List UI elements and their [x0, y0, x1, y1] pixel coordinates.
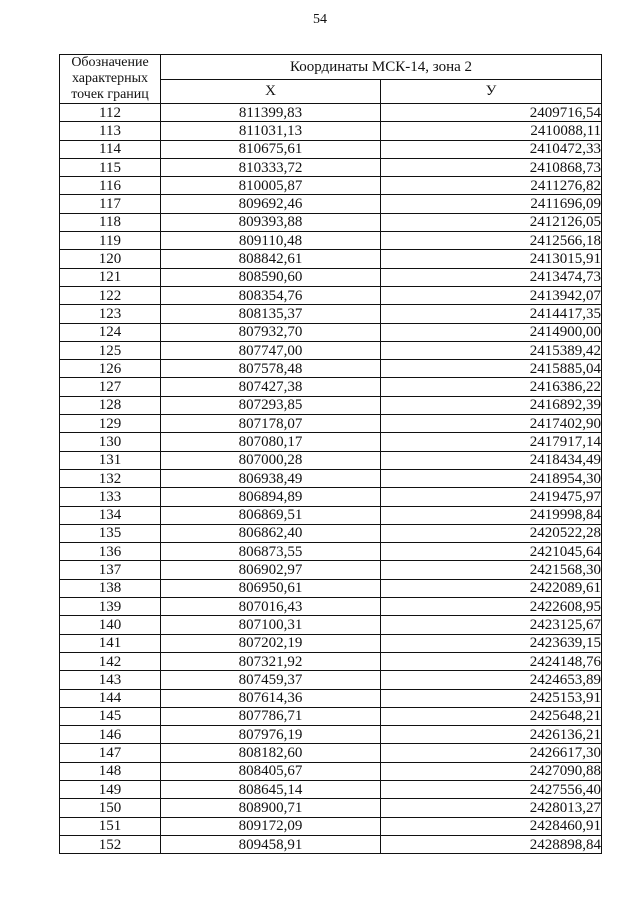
- point-cell: 148: [60, 762, 161, 780]
- table-row: [60, 488, 602, 506]
- point-cell: 138: [60, 579, 161, 597]
- point-cell: 119: [60, 232, 161, 250]
- point-cell: 128: [60, 396, 161, 414]
- table-row: [60, 213, 602, 231]
- x-coordinate-cell: 808900,71: [161, 799, 381, 817]
- table-row: [60, 140, 602, 158]
- point-cell: 130: [60, 433, 161, 451]
- x-coordinate-cell: 811399,83: [161, 104, 381, 122]
- point-designation-header: Обозначение характерных точек границ: [60, 55, 161, 104]
- table-row: [60, 707, 602, 725]
- x-coordinate-cell: 810675,61: [161, 140, 381, 158]
- x-coordinate-cell: 806938,49: [161, 469, 381, 487]
- point-cell: 125: [60, 341, 161, 359]
- x-coordinate-cell: 809458,91: [161, 835, 381, 853]
- y-coordinate-cell: 2426136,21: [381, 726, 602, 744]
- point-cell: 139: [60, 598, 161, 616]
- point-cell: 124: [60, 323, 161, 341]
- point-cell: 117: [60, 195, 161, 213]
- table-row: [60, 104, 602, 122]
- point-cell: 120: [60, 250, 161, 268]
- point-cell: 132: [60, 469, 161, 487]
- y-coordinate-cell: 2423125,67: [381, 616, 602, 634]
- y-coordinate-cell: 2412566,18: [381, 232, 602, 250]
- point-cell: 123: [60, 305, 161, 323]
- coordinates-table: [59, 54, 602, 854]
- point-cell: 142: [60, 652, 161, 670]
- coordinates-group-header: Координаты МСК-14, зона 2: [161, 55, 602, 80]
- x-coordinate-cell: 806873,55: [161, 543, 381, 561]
- point-cell: 140: [60, 616, 161, 634]
- y-coordinate-cell: 2425153,91: [381, 689, 602, 707]
- y-coordinate-cell: 2426617,30: [381, 744, 602, 762]
- table-row: [60, 744, 602, 762]
- x-coordinate-cell: 807976,19: [161, 726, 381, 744]
- y-coordinate-cell: 2416892,39: [381, 396, 602, 414]
- point-cell: 112: [60, 104, 161, 122]
- y-coordinate-cell: 2412126,05: [381, 213, 602, 231]
- y-coordinate-cell: 2409716,54: [381, 104, 602, 122]
- table-row: [60, 341, 602, 359]
- table-row: [60, 378, 602, 396]
- table-row: [60, 726, 602, 744]
- y-coordinate-cell: 2410868,73: [381, 158, 602, 176]
- x-coordinate-cell: 810333,72: [161, 158, 381, 176]
- y-coordinate-cell: 2419998,84: [381, 506, 602, 524]
- y-coordinate-cell: 2413474,73: [381, 268, 602, 286]
- x-coordinate-cell: 807747,00: [161, 341, 381, 359]
- y-coordinate-cell: 2413942,07: [381, 286, 602, 304]
- point-cell: 115: [60, 158, 161, 176]
- y-coordinate-cell: 2418954,30: [381, 469, 602, 487]
- table-row: [60, 195, 602, 213]
- y-coordinate-cell: 2421045,64: [381, 543, 602, 561]
- y-coordinate-cell: 2425648,21: [381, 707, 602, 725]
- point-cell: 137: [60, 561, 161, 579]
- x-coordinate-cell: 809692,46: [161, 195, 381, 213]
- point-cell: 151: [60, 817, 161, 835]
- point-cell: 127: [60, 378, 161, 396]
- header-row-group: [60, 55, 602, 80]
- y-coordinate-cell: 2416386,22: [381, 378, 602, 396]
- point-cell: 118: [60, 213, 161, 231]
- table-row: [60, 579, 602, 597]
- table-row: [60, 122, 602, 140]
- y-coordinate-cell: 2414900,00: [381, 323, 602, 341]
- x-coordinate-cell: 807932,70: [161, 323, 381, 341]
- point-cell: 116: [60, 177, 161, 195]
- table-row: [60, 835, 602, 853]
- x-coordinate-cell: 809393,88: [161, 213, 381, 231]
- x-coordinate-cell: 807100,31: [161, 616, 381, 634]
- table-row: [60, 652, 602, 670]
- table-row: [60, 598, 602, 616]
- x-coordinate-cell: 807321,92: [161, 652, 381, 670]
- x-coordinate-cell: 809110,48: [161, 232, 381, 250]
- point-cell: 114: [60, 140, 161, 158]
- point-cell: 135: [60, 524, 161, 542]
- y-coordinate-cell: 2415885,04: [381, 360, 602, 378]
- x-coordinate-cell: 807016,43: [161, 598, 381, 616]
- table-row: [60, 689, 602, 707]
- y-coordinate-cell: 2428460,91: [381, 817, 602, 835]
- table-row: [60, 799, 602, 817]
- table-row: [60, 360, 602, 378]
- table-row: [60, 561, 602, 579]
- table-row: [60, 286, 602, 304]
- point-cell: 150: [60, 799, 161, 817]
- table-row: [60, 323, 602, 341]
- table-row: [60, 433, 602, 451]
- x-coordinate-cell: 807202,19: [161, 634, 381, 652]
- point-cell: 122: [60, 286, 161, 304]
- table-row: [60, 671, 602, 689]
- point-cell: 147: [60, 744, 161, 762]
- y-coordinate-cell: 2410088,11: [381, 122, 602, 140]
- x-coordinate-cell: 808645,14: [161, 780, 381, 798]
- x-coordinate-cell: 806902,97: [161, 561, 381, 579]
- x-coordinate-cell: 811031,13: [161, 122, 381, 140]
- y-coordinate-cell: 2424148,76: [381, 652, 602, 670]
- point-cell: 136: [60, 543, 161, 561]
- page-number: 54: [313, 12, 327, 27]
- table-row: [60, 543, 602, 561]
- x-coordinate-cell: 808405,67: [161, 762, 381, 780]
- table-row: [60, 817, 602, 835]
- point-cell: 126: [60, 360, 161, 378]
- y-coordinate-cell: 2414417,35: [381, 305, 602, 323]
- y-coordinate-cell: 2423639,15: [381, 634, 602, 652]
- x-coordinate-cell: 807080,17: [161, 433, 381, 451]
- table-header: [60, 55, 602, 104]
- point-cell: 145: [60, 707, 161, 725]
- table-row: [60, 232, 602, 250]
- point-cell: 121: [60, 268, 161, 286]
- x-coordinate-cell: 806869,51: [161, 506, 381, 524]
- point-cell: 134: [60, 506, 161, 524]
- y-coordinate-cell: 2428013,27: [381, 799, 602, 817]
- x-coordinate-cell: 807614,36: [161, 689, 381, 707]
- y-coordinate-cell: 2417917,14: [381, 433, 602, 451]
- y-coordinate-cell: 2413015,91: [381, 250, 602, 268]
- table-row: [60, 524, 602, 542]
- y-coordinate-cell: 2410472,33: [381, 140, 602, 158]
- y-coordinate-cell: 2411276,82: [381, 177, 602, 195]
- x-coordinate-cell: 807000,28: [161, 451, 381, 469]
- x-coordinate-cell: 808354,76: [161, 286, 381, 304]
- table-row: [60, 451, 602, 469]
- table-row: [60, 305, 602, 323]
- y-column-header: У: [381, 79, 602, 104]
- x-coordinate-cell: 808182,60: [161, 744, 381, 762]
- point-cell: 113: [60, 122, 161, 140]
- table-row: [60, 506, 602, 524]
- x-coordinate-cell: 808135,37: [161, 305, 381, 323]
- table-row: [60, 177, 602, 195]
- table-row: [60, 616, 602, 634]
- y-coordinate-cell: 2418434,49: [381, 451, 602, 469]
- x-coordinate-cell: 807178,07: [161, 415, 381, 433]
- y-coordinate-cell: 2420522,28: [381, 524, 602, 542]
- y-coordinate-cell: 2411696,09: [381, 195, 602, 213]
- point-cell: 141: [60, 634, 161, 652]
- x-coordinate-cell: 808590,60: [161, 268, 381, 286]
- point-cell: 152: [60, 835, 161, 853]
- x-coordinate-cell: 806894,89: [161, 488, 381, 506]
- table-row: [60, 634, 602, 652]
- x-coordinate-cell: 808842,61: [161, 250, 381, 268]
- x-coordinate-cell: 806862,40: [161, 524, 381, 542]
- y-coordinate-cell: 2424653,89: [381, 671, 602, 689]
- table-row: [60, 415, 602, 433]
- x-coordinate-cell: 807459,37: [161, 671, 381, 689]
- point-cell: 149: [60, 780, 161, 798]
- y-coordinate-cell: 2422089,61: [381, 579, 602, 597]
- x-coordinate-cell: 807786,71: [161, 707, 381, 725]
- table-row: [60, 469, 602, 487]
- y-coordinate-cell: 2428898,84: [381, 835, 602, 853]
- y-coordinate-cell: 2422608,95: [381, 598, 602, 616]
- y-coordinate-cell: 2417402,90: [381, 415, 602, 433]
- x-coordinate-cell: 807578,48: [161, 360, 381, 378]
- table-row: [60, 780, 602, 798]
- point-cell: 129: [60, 415, 161, 433]
- y-coordinate-cell: 2419475,97: [381, 488, 602, 506]
- table-row: [60, 762, 602, 780]
- point-cell: 144: [60, 689, 161, 707]
- table-row: [60, 268, 602, 286]
- point-cell: 133: [60, 488, 161, 506]
- y-coordinate-cell: 2427090,88: [381, 762, 602, 780]
- x-coordinate-cell: 806950,61: [161, 579, 381, 597]
- x-coordinate-cell: 809172,09: [161, 817, 381, 835]
- y-coordinate-cell: 2421568,30: [381, 561, 602, 579]
- x-coordinate-cell: 807293,85: [161, 396, 381, 414]
- point-cell: 146: [60, 726, 161, 744]
- table-row: [60, 250, 602, 268]
- table-row: [60, 396, 602, 414]
- x-column-header: X: [161, 79, 381, 104]
- table-body: [60, 104, 602, 854]
- y-coordinate-cell: 2427556,40: [381, 780, 602, 798]
- x-coordinate-cell: 807427,38: [161, 378, 381, 396]
- point-cell: 131: [60, 451, 161, 469]
- x-coordinate-cell: 810005,87: [161, 177, 381, 195]
- table-row: [60, 158, 602, 176]
- point-cell: 143: [60, 671, 161, 689]
- y-coordinate-cell: 2415389,42: [381, 341, 602, 359]
